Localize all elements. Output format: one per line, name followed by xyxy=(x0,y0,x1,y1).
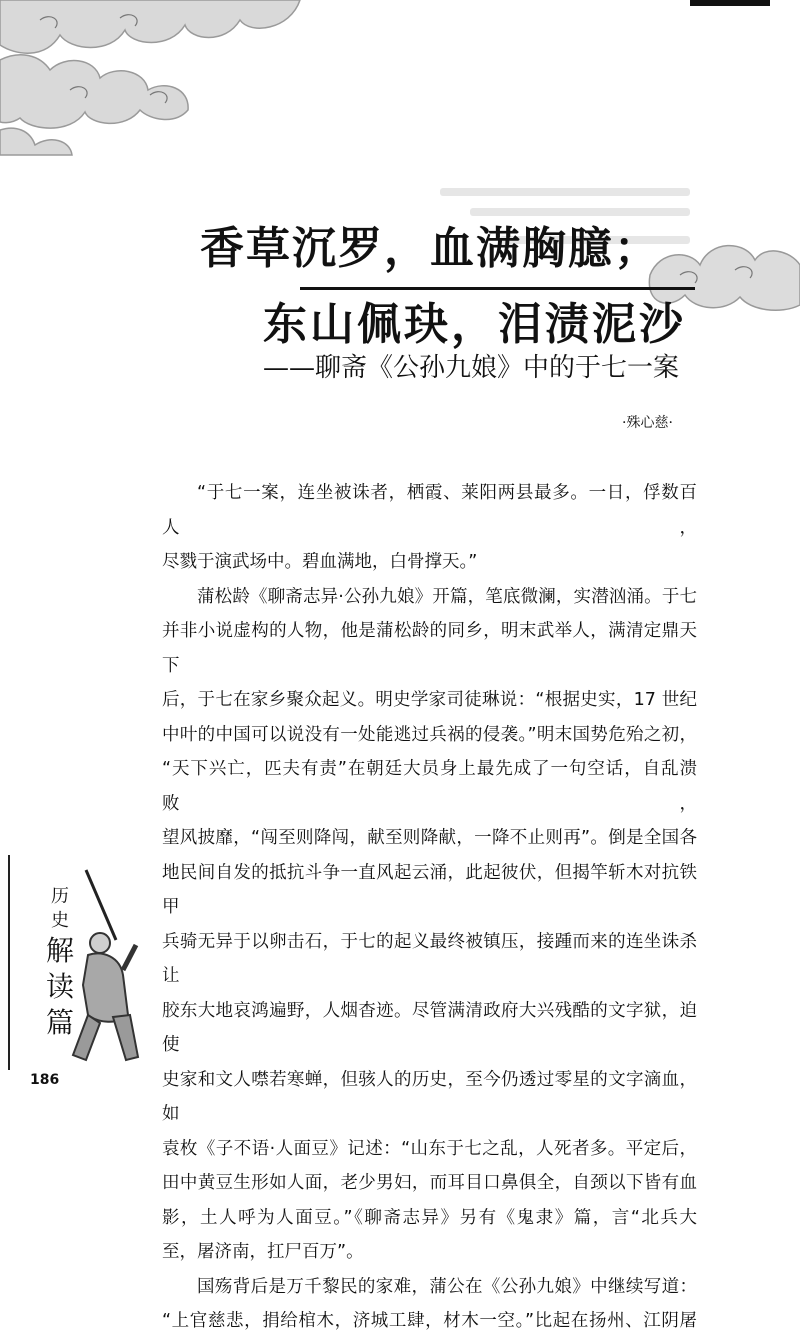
page-edge-mark xyxy=(690,0,770,6)
text-line: 地民间自发的抵抗斗争一直风起云涌，此起彼伏，但揭竿斩木对抗铁甲 xyxy=(162,862,697,917)
text-line: 影，土人呼为人面豆。”《聊斋志异》另有《鬼隶》篇，言“北兵大 xyxy=(162,1207,697,1228)
section-tab-label xyxy=(30,885,90,1041)
article-body xyxy=(162,476,697,1339)
text-line: “上官慈悲，捐给棺木，济城工肆，材木一空。”比起在扬州、江阴屠 xyxy=(162,1311,697,1331)
article-subtitle: ——聊斋《公孙九娘》中的于七一案 xyxy=(263,353,680,383)
section-tab-border xyxy=(8,855,10,1070)
section-tab-char: 历 xyxy=(51,886,69,907)
text-line: 中叶的中国可以说没有一处能逃过兵祸的侵袭。”明末国势危殆之初， xyxy=(162,724,697,745)
text-line: 史家和文人噤若寒蝉，但骇人的历史，至今仍透过零星的文字滴血，如 xyxy=(162,1069,697,1124)
article-title-line2: 东山佩玦，泪渍泥沙 xyxy=(263,299,686,350)
text-line: 袁枚《子不语·人面豆》记述：“山东于七之乱，人死者多。平定后， xyxy=(162,1138,697,1159)
text-line: 并非小说虚构的人物，他是蒲松龄的同乡，明末武举人，满清定鼎天下 xyxy=(162,621,697,676)
page-number: 186 xyxy=(30,1072,60,1088)
paragraph-1 xyxy=(162,476,697,580)
faint-text-decoration xyxy=(440,188,690,196)
text-line: “于七一案，连坐被诛者，栖霞、莱阳两县最多。一日，俘数百人， xyxy=(162,483,697,538)
article-title-line1: 香草沉罗，血满胸臆； xyxy=(200,223,660,274)
text-line: 后，于七在家乡聚众起义。明史学家司徒琳说：“根据史实，17 世纪 xyxy=(162,690,697,710)
text-line: 蒲松龄《聊斋志异·公孙九娘》开篇，笔底微澜，实潜汹涌。于七 xyxy=(197,586,697,607)
section-tab-char: 史 xyxy=(51,910,69,931)
text-line: 兵骑无异于以卵击石，于七的起义最终被镇压，接踵而来的连坐诛杀让 xyxy=(162,931,697,986)
paragraph-3 xyxy=(162,1270,697,1339)
text-line: 胶东大地哀鸿遍野，人烟杳迹。尽管满清政府大兴残酷的文字狱，迫使 xyxy=(162,1000,697,1055)
text-line: 国殇背后是万千黎民的家难，蒲公在《公孙九娘》中继续写道： xyxy=(197,1276,697,1297)
paragraph-2 xyxy=(162,580,697,1270)
text-line: 望风披靡，“闯至则降闯，献至则降献，一降不止则再”。倒是全国各 xyxy=(162,828,697,848)
text-line: “天下兴亡，匹夫有责”在朝廷大员身上最先成了一句空话，自乱溃败， xyxy=(162,759,697,814)
section-tab xyxy=(8,855,136,1070)
section-tab-char: 解 xyxy=(45,934,74,967)
text-line: 尽戮于演武场中。碧血满地，白骨撑天。” xyxy=(162,552,478,572)
article-author: ·殊心慈· xyxy=(622,415,673,431)
text-line: 田中黄豆生形如人面，老少男妇，而耳目口鼻俱全，自颈以下皆有血 xyxy=(162,1173,697,1193)
section-tab-char: 篇 xyxy=(45,1006,74,1039)
cloud-pattern-decoration xyxy=(0,0,320,160)
text-line: 至，屠济南，扛尸百万”。 xyxy=(162,1242,364,1262)
section-tab-char: 读 xyxy=(45,970,74,1003)
